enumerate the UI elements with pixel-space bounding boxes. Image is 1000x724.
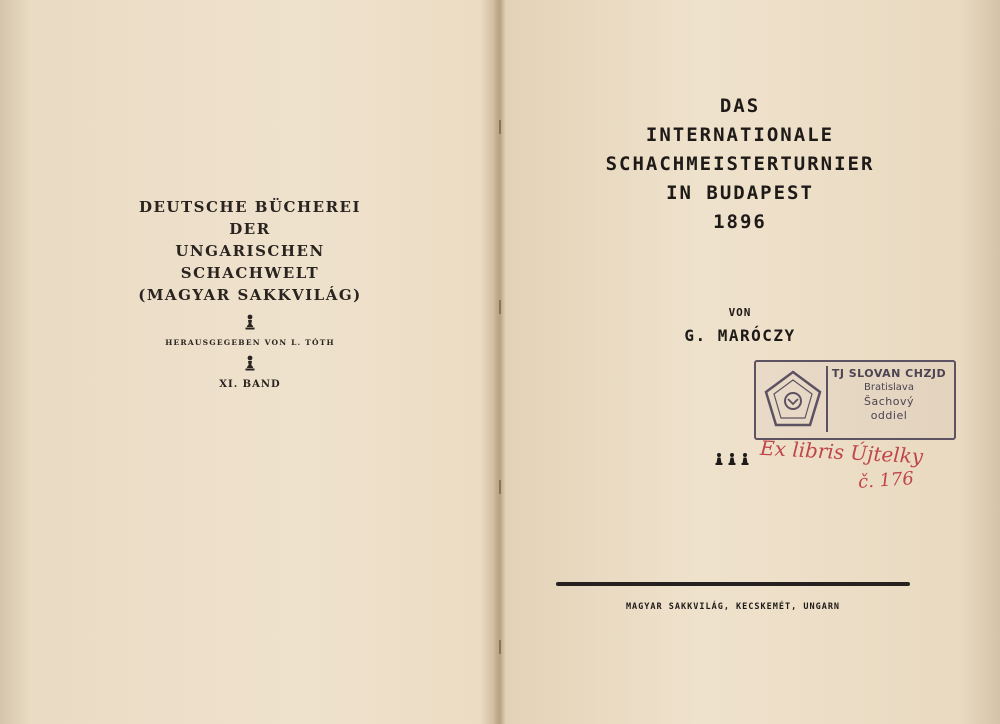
series-block (100, 196, 400, 390)
series-line-3: UNGARISCHEN (175, 242, 325, 260)
library-stamp (754, 360, 956, 440)
by-label: VON (728, 306, 752, 319)
title-line-1: DAS (719, 95, 761, 117)
binding-stitch (499, 120, 501, 134)
series-line-4: SCHACHWELT (180, 264, 320, 282)
publisher-line: MAGYAR SAKKVILÁG, KECSKEMÉT, UNGARN (625, 602, 841, 612)
chess-pawn-icon (243, 355, 257, 371)
chess-pawn-icon (243, 314, 257, 330)
title-line-5: 1896 (713, 211, 767, 233)
stamp-department-1: Šachový (864, 395, 914, 408)
series-line-5: (MAGYAR SAKKVILÁG) (138, 286, 362, 304)
binding-stitch (499, 480, 501, 494)
series-line-1: DEUTSCHE BÜCHEREI (138, 198, 361, 216)
ex-libris-handwriting: Ex libris Újtelky (759, 435, 924, 469)
editor-line: HERAUSGEGEBEN VON L. TÓTH (165, 338, 335, 347)
title-line-2: INTERNATIONALE (645, 124, 835, 146)
title-line-4: IN BUDAPEST (666, 182, 814, 204)
binding-stitch (499, 640, 501, 654)
ex-libris-number: č. 176 (857, 468, 915, 493)
stamp-club-name: TJ SLOVAN CHZJD (831, 367, 947, 380)
left-page (0, 0, 498, 724)
three-pawns-ornament-icon (714, 452, 754, 466)
horizontal-rule (556, 582, 910, 586)
stamp-city: Bratislava (864, 382, 914, 393)
book-title (560, 92, 920, 237)
stamp-text (826, 366, 950, 432)
binding-stitch (499, 300, 501, 314)
stamp-department-2: oddiel (870, 409, 908, 422)
author-name: G. MARÓCZY (684, 326, 796, 345)
pentagon-emblem-icon (762, 368, 824, 430)
series-line-2: DER (229, 220, 271, 238)
title-line-3: SCHACHMEISTERTURNIER (605, 153, 875, 175)
volume-label: XI. BAND (219, 379, 281, 390)
